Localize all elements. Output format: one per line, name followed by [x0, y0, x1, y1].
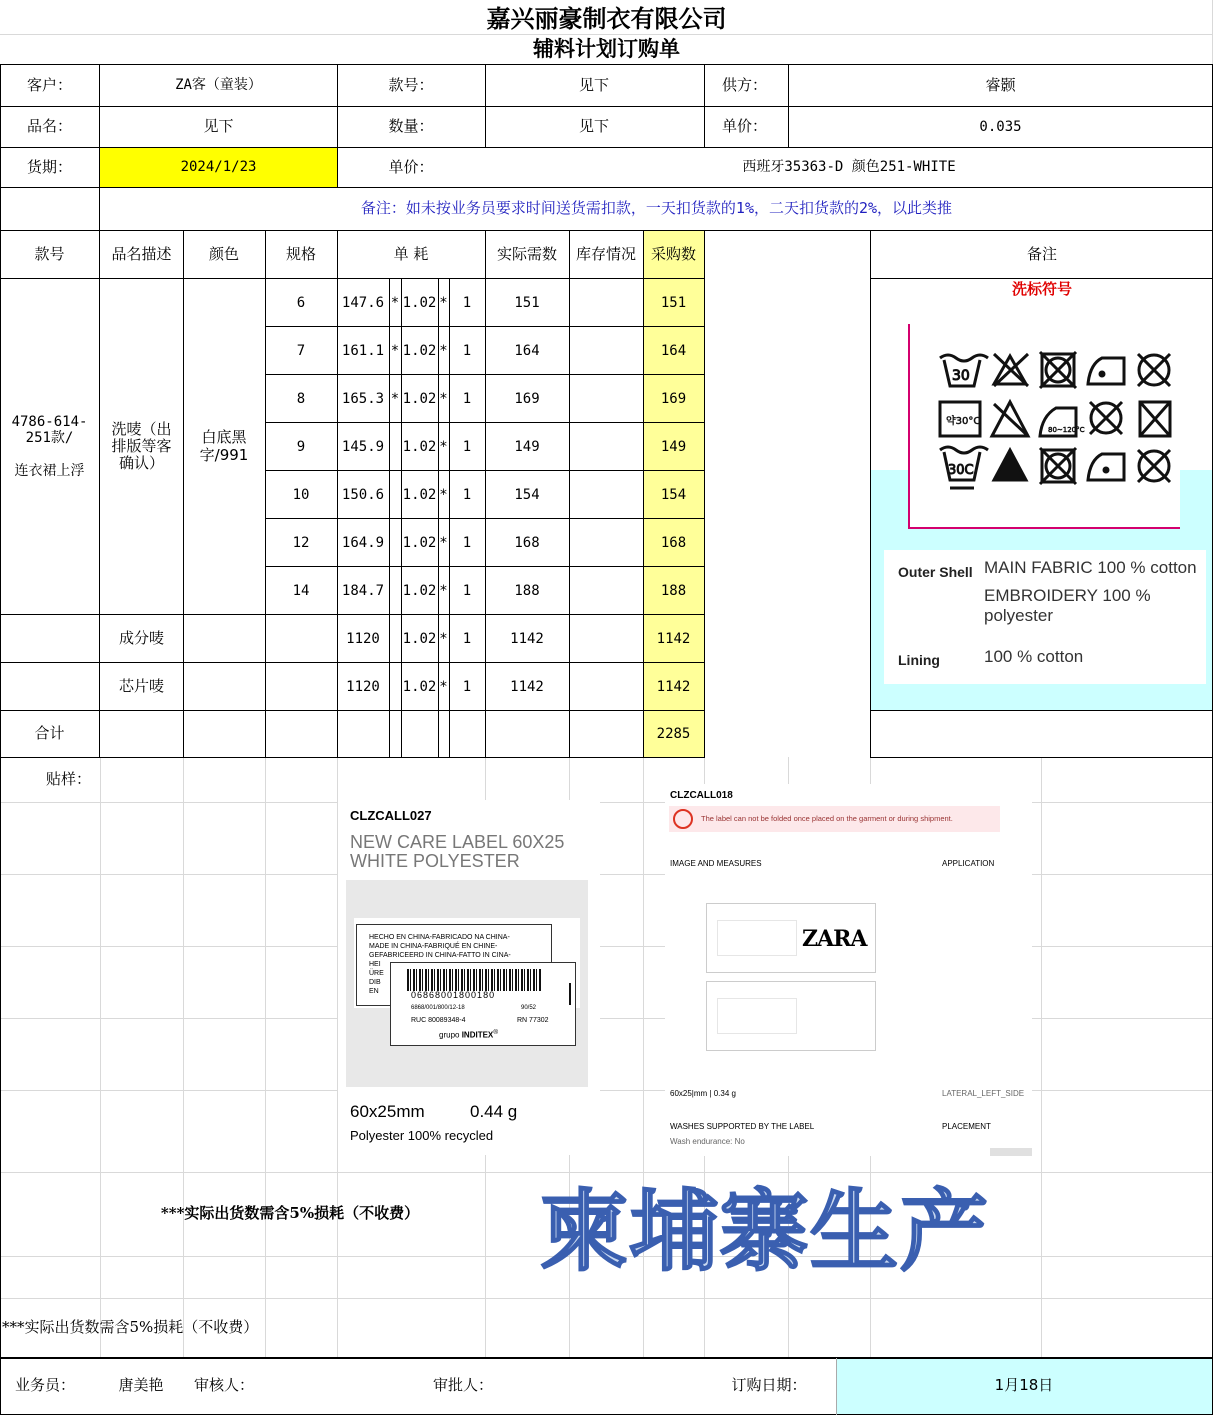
- label1-barcode-num: 06868001800180: [411, 990, 496, 1000]
- row-purchase: 164: [660, 342, 687, 359]
- row-star1: [389, 423, 401, 471]
- row-star1: [389, 567, 401, 615]
- korean-wash-icon: [940, 402, 980, 436]
- care-label-sample-1: [338, 800, 600, 1155]
- row-mult: 1: [462, 390, 472, 407]
- row-factor: 1.02: [402, 342, 437, 359]
- group-style-no: 4786-614-251款/ 连衣裙上浮: [11, 414, 88, 479]
- header-actual: 实际需数: [496, 244, 557, 263]
- row-star1: *: [390, 390, 400, 407]
- date-label: 订购日期：: [731, 1376, 807, 1395]
- svg-text:30C: 30C: [948, 463, 974, 478]
- row-star1: *: [390, 342, 400, 359]
- delivery-value: 2024/1/23: [180, 159, 257, 176]
- row-size: 7: [296, 342, 306, 359]
- outer-shell-label: Outer Shell: [898, 564, 973, 580]
- header-consumption: 单 耗: [393, 244, 429, 263]
- row-star2: *: [439, 342, 448, 359]
- bleach-allowed-icon: [994, 450, 1026, 480]
- label1-text-2: MADE IN CHINA-FABRIQUÉ EN CHINE-: [369, 943, 498, 950]
- row-actual: 169: [514, 390, 540, 407]
- label1-tag-code: 6868/001/800/12-18: [411, 1005, 465, 1011]
- header-color: 颜色: [208, 244, 239, 263]
- label1-ruc: RUC 80089348-4: [411, 1017, 466, 1024]
- row-star2: *: [439, 582, 448, 599]
- care-symbols-image: [908, 324, 1180, 529]
- style-value: 见下: [578, 75, 609, 94]
- label1-rn: RN 77302: [517, 1017, 549, 1024]
- row-size: 10: [292, 486, 310, 503]
- label1-text-5: ÜRE: [369, 970, 384, 977]
- label2-image-measures: IMAGE AND MEASURES: [670, 859, 762, 868]
- row-purchase: 149: [660, 438, 687, 455]
- korean-iron-icon: [1040, 408, 1085, 436]
- row-size: 14: [292, 582, 310, 599]
- product-label: 品名：: [26, 117, 72, 136]
- korean-no-dryclean-icon: [1090, 402, 1122, 434]
- blank-column-area: [704, 231, 870, 757]
- unit-price2-label: 单价：: [388, 157, 434, 176]
- row-star1: [389, 471, 401, 519]
- extra-row-actual: 1142: [510, 630, 544, 647]
- lining-value: 100 % cotton: [984, 647, 1084, 666]
- extra-row-factor: 1.02: [402, 630, 437, 647]
- extra-row-desc: 芯片唛: [118, 677, 164, 696]
- row-star1: [389, 519, 401, 567]
- row-star2: *: [439, 534, 448, 551]
- style-label: 款号：: [388, 75, 434, 94]
- row-star2: *: [439, 294, 448, 311]
- extra-row-factor: 1.02: [402, 678, 437, 695]
- supplier-label: 供方：: [722, 75, 768, 94]
- qty-value: 见下: [578, 117, 609, 136]
- label1-text-3: GEFABRICEERD IN CHINA-FATTO IN CINA-: [369, 952, 511, 959]
- row-base: 145.9: [341, 438, 385, 455]
- unit-price-label: 单价：: [722, 117, 768, 136]
- label2-placement: PLACEMENT: [942, 1122, 991, 1131]
- header-note: 备注: [1026, 244, 1057, 263]
- iron-icon: [1088, 358, 1124, 384]
- label1-material: Polyester 100% recycled: [350, 1128, 494, 1143]
- label1-text-6: DIB: [369, 979, 381, 986]
- header-stock: 库存情况: [575, 244, 636, 263]
- extra-row-star2: *: [439, 678, 448, 695]
- row-mult: 1: [462, 294, 472, 311]
- care-label-sample-2: [665, 784, 1032, 1156]
- extra-row-purchase: 1142: [656, 630, 691, 647]
- row-base: 165.3: [341, 390, 385, 407]
- loss-note-bold: ***实际出货数需含5%损耗（不收费）: [160, 1204, 420, 1223]
- extra-row-base: 1120: [346, 630, 380, 647]
- row-star2: *: [439, 486, 448, 503]
- row-factor: 1.02: [402, 438, 437, 455]
- company-name: 嘉兴丽豪制衣有限公司: [486, 4, 727, 34]
- row-factor: 1.02: [402, 294, 437, 311]
- row-actual: 151: [514, 294, 540, 311]
- header-desc: 品名描述: [111, 244, 172, 263]
- extra-row-purchase: 1142: [656, 678, 691, 695]
- qty-label: 数量：: [388, 117, 434, 136]
- extra-row-star2: *: [439, 630, 448, 647]
- row-purchase: 154: [660, 486, 687, 503]
- unit-price2-value: 西班牙35363-D 颜色251-WHITE: [742, 159, 956, 176]
- row-actual: 164: [514, 342, 540, 359]
- row-base: 164.9: [341, 534, 385, 551]
- label1-grupo: grupo: [439, 1030, 460, 1040]
- loss-note: ***实际出货数需含5%损耗（不收费）: [2, 1318, 259, 1337]
- korean-no-bleach-icon: [992, 402, 1028, 436]
- row-star1: *: [390, 294, 400, 311]
- row-size: 6: [296, 294, 306, 311]
- row-size: 12: [292, 534, 310, 551]
- row-star2: *: [439, 390, 448, 407]
- label1-weight: 0.44 g: [470, 1102, 518, 1121]
- row-mult: 1: [462, 342, 472, 359]
- row-factor: 1.02: [402, 486, 437, 503]
- extra-row-mult: 1: [462, 678, 472, 695]
- label2-warning: The label can not be folded once placed on the garment or during shipment.: [701, 814, 953, 823]
- group-color: 白底黑字/991: [199, 428, 249, 464]
- barcode-icon: [407, 969, 541, 991]
- row-mult: 1: [462, 582, 472, 599]
- no-tumble-dry-icon: [1040, 352, 1076, 388]
- total-label: 合计: [34, 724, 65, 743]
- row-factor: 1.02: [402, 534, 437, 551]
- iron-low-icon: [1088, 454, 1124, 480]
- sales-label: 业务员：: [14, 1376, 75, 1395]
- row-mult: 1: [462, 534, 472, 551]
- extra-row-desc: 成分唛: [118, 629, 164, 648]
- row-size: 8: [296, 390, 306, 407]
- care-title: 洗标符号: [1011, 280, 1072, 299]
- no-fold-icon: [673, 809, 693, 829]
- label2-dims: 60x25|mm | 0.34 g: [670, 1089, 736, 1098]
- product-value: 见下: [203, 117, 234, 136]
- supplier-value: 睿颢: [985, 75, 1016, 94]
- label1-photo: [346, 880, 588, 1087]
- row-actual: 188: [514, 582, 540, 599]
- no-dry-clean-icon-2: [1138, 450, 1170, 482]
- outer-line2: EMBROIDERY 100 % polyester: [984, 586, 1151, 625]
- reviewer-label: 审核人：: [193, 1376, 254, 1395]
- label1-title2: WHITE POLYESTER: [350, 851, 520, 871]
- customer-label: 客户：: [26, 75, 72, 94]
- label2-lateral: LATERAL_LEFT_SIDE: [942, 1089, 1025, 1098]
- header-style-no: 款号: [34, 244, 65, 263]
- svg-text:30: 30: [952, 368, 970, 384]
- label2-warning-box: [669, 806, 1000, 832]
- composition-panel: [884, 550, 1206, 684]
- label1-inditex: INDITEX: [461, 1030, 494, 1040]
- extra-row-actual: 1142: [510, 678, 544, 695]
- row-base: 147.6: [341, 294, 385, 311]
- row-actual: 154: [514, 486, 540, 503]
- label1-code: CLZCALL027: [350, 808, 432, 823]
- group-desc: 洗唛（出排版等客确认）: [111, 419, 172, 473]
- label1-title1: NEW CARE LABEL 60X25: [350, 832, 565, 852]
- label2-application: APPLICATION: [942, 859, 995, 868]
- lining-label: Lining: [898, 652, 940, 668]
- production-stamp: 柬埔寨生产: [540, 1179, 991, 1283]
- no-bleach-icon: [994, 354, 1028, 386]
- remark-text: 备注：如未按业务员要求时间送货需扣款，一天扣货款的1%，二天扣货款的2%，以此类推: [360, 199, 953, 218]
- row-purchase: 151: [660, 294, 687, 311]
- row-size: 9: [296, 438, 306, 455]
- row-purchase: 169: [660, 390, 687, 407]
- no-tumble-dry-icon-2: [1040, 448, 1076, 484]
- row-mult: 1: [462, 486, 472, 503]
- row-base: 161.1: [341, 342, 385, 359]
- label1-tag: 06868001800180 6868/001/800/12-18 90/52 RUC 80089348-4 RN 77302 grupo INDITEX®: [390, 962, 576, 1046]
- korean-no-tumble-icon: [1140, 402, 1170, 436]
- date-value: 1月18日: [994, 1376, 1054, 1395]
- label1-text-4: HEI: [369, 961, 381, 968]
- form-title: 辅料计划订购单: [533, 35, 680, 61]
- wash-30-icon: [940, 355, 988, 386]
- svg-text:약30°C: 약30°C: [946, 416, 981, 427]
- row-factor: 1.02: [402, 390, 437, 407]
- sales-value: 唐美艳: [118, 1376, 164, 1395]
- label1-size: 60x25mm: [350, 1102, 425, 1121]
- svg-text:80~120°C: 80~120°C: [1048, 426, 1085, 434]
- sample-label: 贴样：: [45, 770, 91, 789]
- label1-tag-size: 90/52: [521, 1005, 537, 1011]
- row-actual: 168: [514, 534, 540, 551]
- extra-row-base: 1120: [346, 678, 380, 695]
- row-base: 150.6: [341, 486, 385, 503]
- row-star2: *: [439, 438, 448, 455]
- row-actual: 149: [514, 438, 540, 455]
- no-dry-clean-icon: [1138, 354, 1170, 386]
- row-purchase: 168: [660, 534, 687, 551]
- header-purchase: 采购数: [650, 244, 696, 263]
- label2-wash-endurance: Wash endurance: No: [670, 1137, 745, 1146]
- approver-label: 审批人：: [432, 1376, 493, 1395]
- unit-price-value: 0.035: [979, 118, 1022, 135]
- total-value: 2285: [656, 725, 691, 742]
- header-size: 规格: [285, 244, 316, 263]
- row-base: 184.7: [341, 582, 385, 599]
- label2-back-image: [706, 981, 876, 1051]
- customer-value: ZA客（童装）: [175, 77, 262, 94]
- wash-30c-icon: [940, 447, 988, 488]
- row-factor: 1.02: [402, 582, 437, 599]
- delivery-label: 货期：: [26, 157, 72, 176]
- label2-front-image: [706, 903, 876, 973]
- row-purchase: 188: [660, 582, 687, 599]
- label2-code: CLZCALL018: [670, 790, 733, 801]
- label2-brand: ZARA: [802, 926, 867, 952]
- outer-line1: MAIN FABRIC 100 % cotton: [984, 558, 1197, 577]
- label1-text-1: HECHO EN CHINA-FABRICADO NA CHINA-: [369, 934, 510, 941]
- label1-text-7: EN: [369, 988, 379, 995]
- row-mult: 1: [462, 438, 472, 455]
- label2-washes: WASHES SUPPORTED BY THE LABEL: [670, 1122, 815, 1131]
- extra-row-mult: 1: [462, 630, 472, 647]
